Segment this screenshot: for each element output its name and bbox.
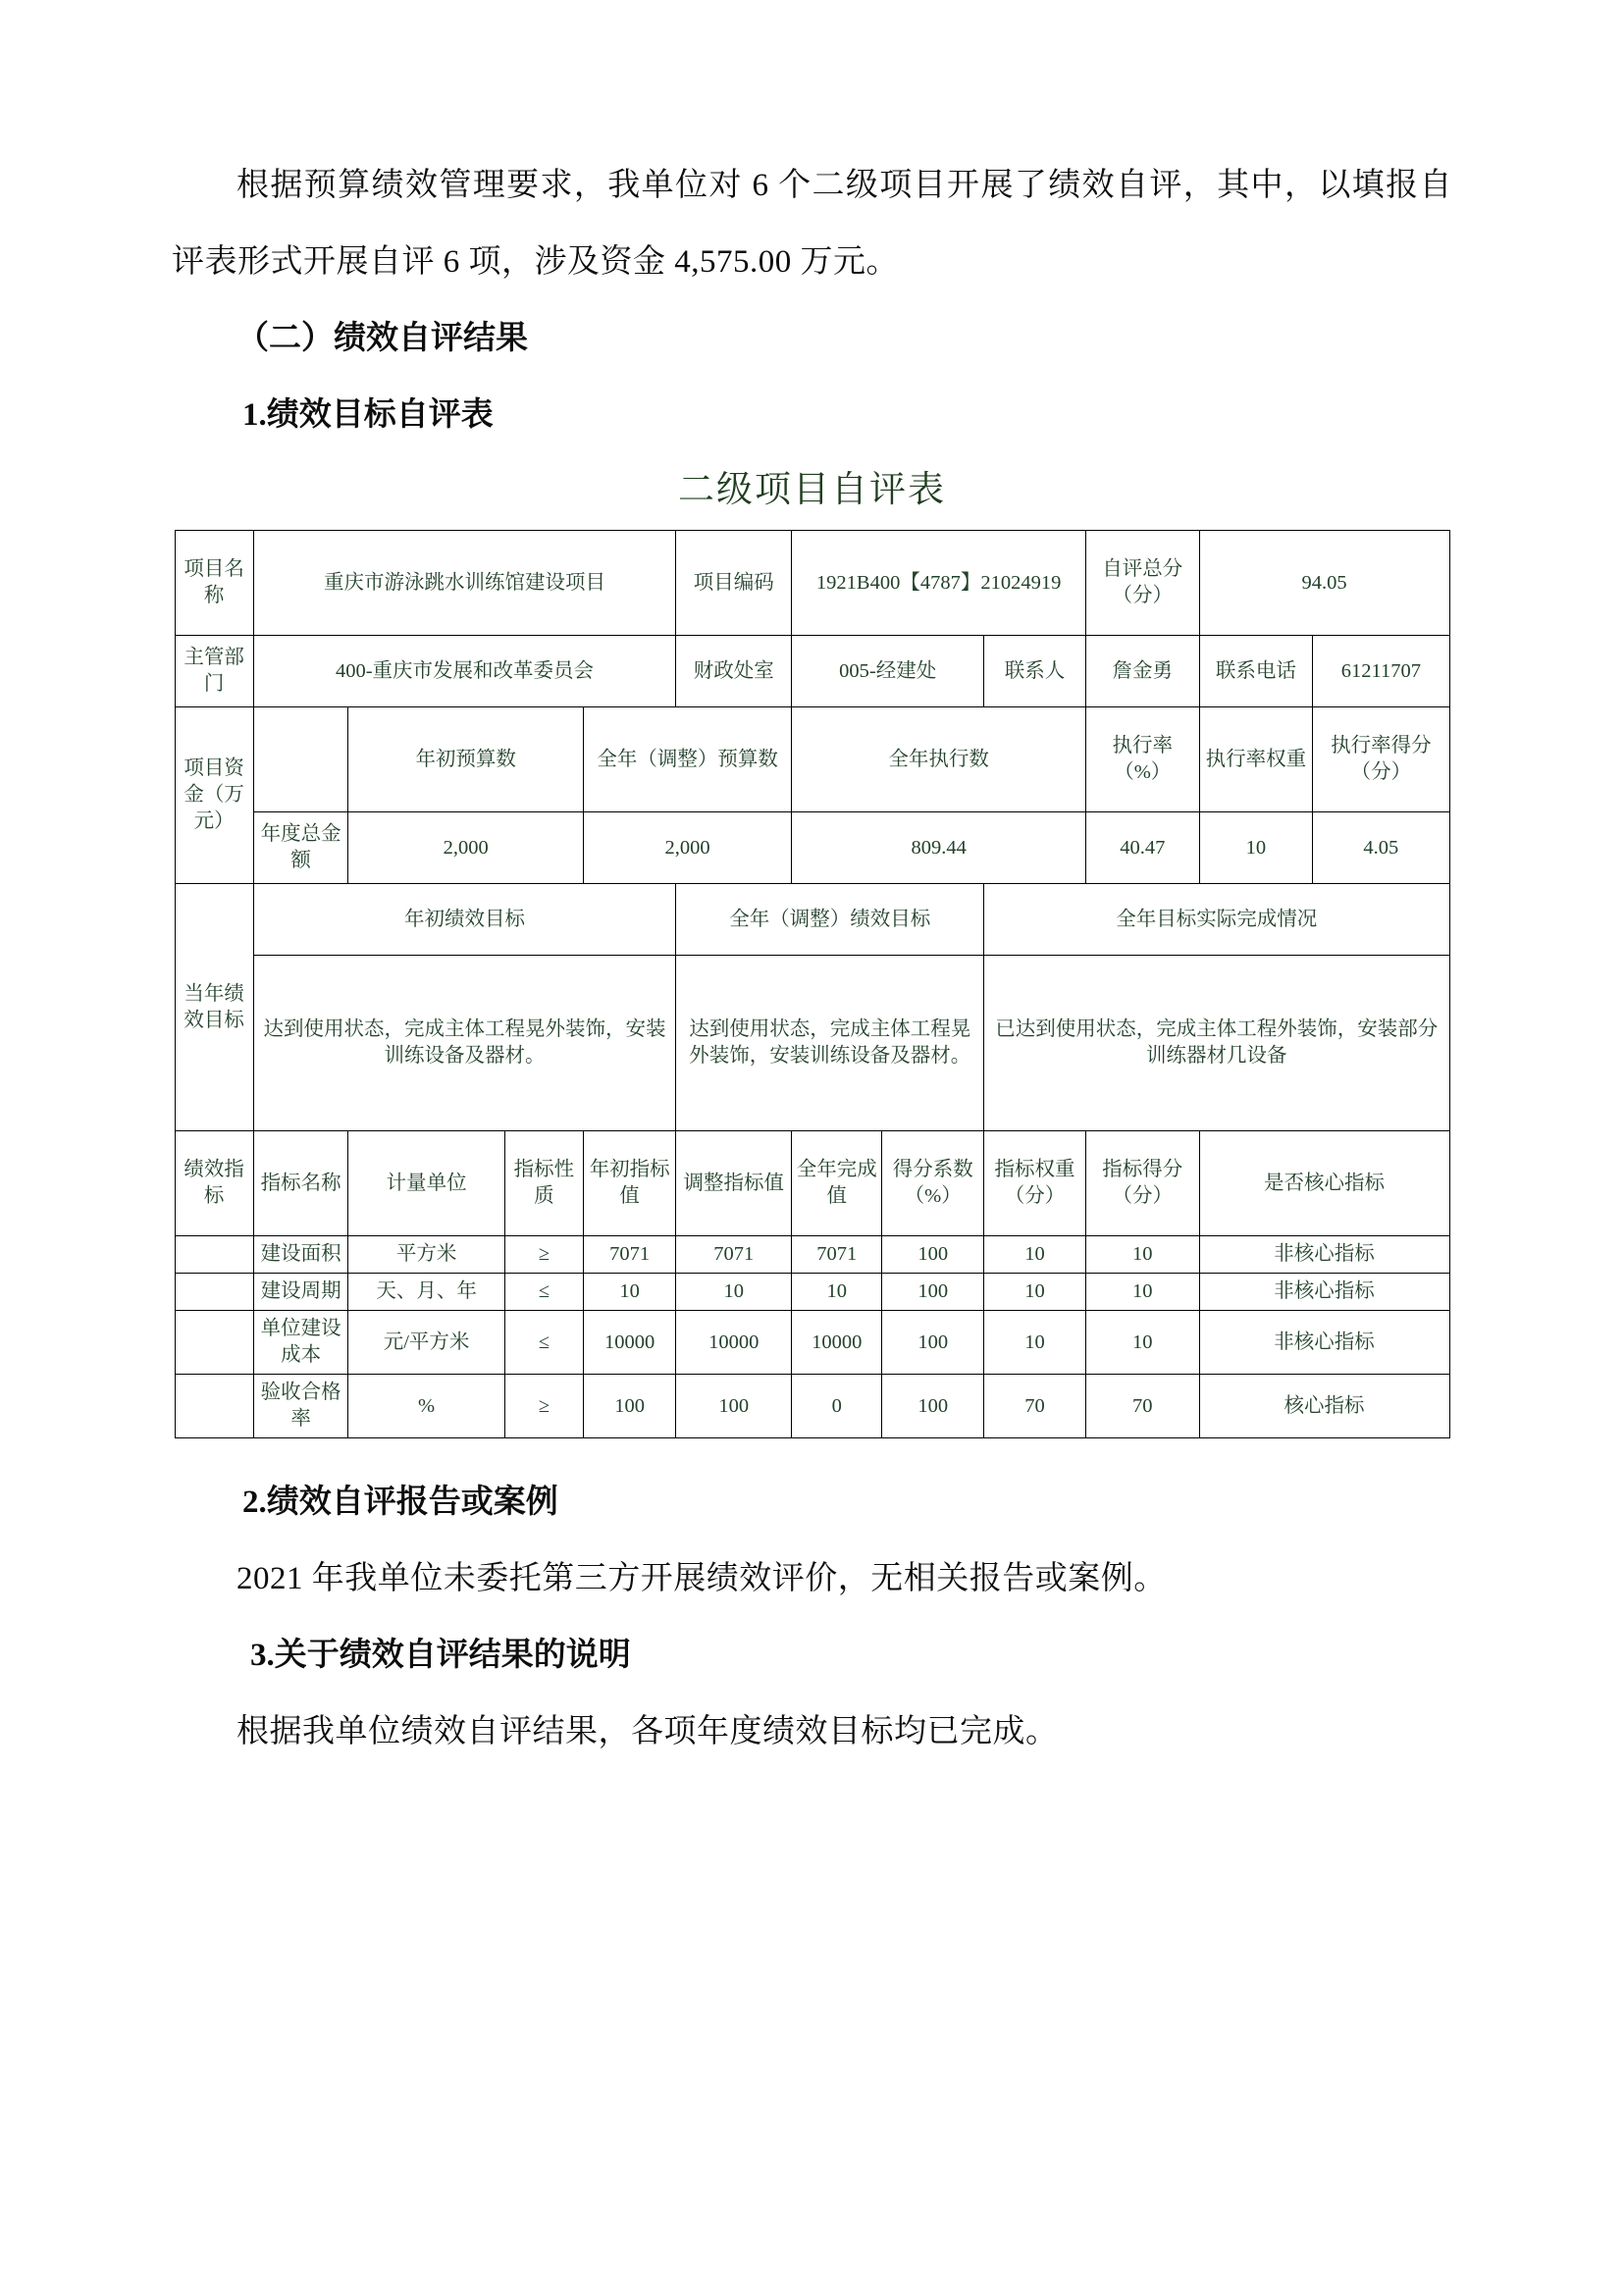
subheading-performance-table: 1.绩效目标自评表 [242,397,494,433]
cell-indicator-unit: % [348,1375,504,1438]
cell-indicator-weight: 10 [984,1311,1086,1375]
cell-indicator-initial: 7071 [583,1236,675,1274]
table-row-funds-header [175,707,1449,812]
cell-indicator-core: 核心指标 [1199,1375,1449,1438]
cell-indicator-name: 验收合格率 [253,1375,348,1438]
cell-phone-value: 61211707 [1313,636,1449,707]
cell-indicator-core: 非核心指标 [1199,1311,1449,1375]
cell-indicator-adjusted: 7071 [676,1236,792,1274]
cell-indicator-group-blank [175,1274,253,1311]
table-row-indicator [175,1311,1449,1375]
cell-label-contact: 联系人 [984,636,1086,707]
cell-goals-header-adjusted: 全年（调整）绩效目标 [676,884,984,956]
cell-funds-row-label: 年度总金额 [253,812,348,884]
section-heading: （二）绩效自评结果 [236,321,528,356]
cell-indicator-weight: 10 [984,1236,1086,1274]
cell-indicator-weight: 70 [984,1375,1086,1438]
table-row-department [175,636,1449,707]
table-row-funds-values [175,812,1449,884]
cell-indicator-score: 70 [1085,1375,1199,1438]
cell-funds-execution-score: 4.05 [1313,812,1449,884]
cell-indicator-name: 建设面积 [253,1236,348,1274]
cell-indicator-header-score: 指标得分（分） [1085,1131,1199,1236]
self-evaluation-table [175,530,1450,1438]
cell-indicator-group-blank [175,1375,253,1438]
cell-indicator-header-weight: 指标权重（分） [984,1131,1086,1236]
cell-label-total-score: 自评总分（分） [1085,531,1199,636]
cell-funds-adjusted-budget: 2,000 [583,812,791,884]
cell-indicator-initial: 10000 [583,1311,675,1375]
cell-funds-header-execution-weight: 执行率权重 [1199,707,1313,812]
cell-label-indicators: 绩效指标 [175,1131,253,1236]
cell-funds-header-empty [253,707,348,812]
cell-indicator-unit: 平方米 [348,1236,504,1274]
cell-indicator-name: 单位建设成本 [253,1311,348,1375]
cell-indicator-unit: 元/平方米 [348,1311,504,1375]
cell-indicator-group-blank [175,1236,253,1274]
subheading-result-explanation: 3.关于绩效自评结果的说明 [250,1638,631,1673]
cell-project-code: 1921B400【4787】21024919 [792,531,1086,636]
cell-funds-header-adjusted-budget: 全年（调整）预算数 [583,707,791,812]
cell-funds-initial-budget: 2,000 [348,812,583,884]
cell-department-value: 400-重庆市发展和改革委员会 [253,636,676,707]
cell-label-project-name: 项目名称 [175,531,253,636]
cell-indicator-header-core: 是否核心指标 [1199,1131,1449,1236]
table-row-indicator [175,1236,1449,1274]
cell-indicator-unit: 天、月、年 [348,1274,504,1311]
subheading-self-eval-report: 2.绩效自评报告或案例 [242,1485,558,1520]
table-row-indicator [175,1274,1449,1311]
cell-funds-execution-weight: 10 [1199,812,1313,884]
paragraph-result-explanation: 根据我单位绩效自评结果，各项年度绩效目标均已完成。 [236,1714,1059,1749]
cell-indicator-header-adjusted: 调整指标值 [676,1131,792,1236]
cell-indicator-name: 建设周期 [253,1274,348,1311]
cell-indicator-actual: 7071 [792,1236,882,1274]
table-title: 二级项目自评表 [678,470,946,510]
cell-indicator-header-actual: 全年完成值 [792,1131,882,1236]
cell-goals-header-actual: 全年目标实际完成情况 [984,884,1449,956]
cell-indicator-coefficient: 100 [882,1311,984,1375]
table-row-goals-values [175,956,1449,1131]
cell-goals-header-initial: 年初绩效目标 [253,884,676,956]
cell-label-finance-office: 财政处室 [676,636,792,707]
cell-indicator-adjusted: 10 [676,1274,792,1311]
cell-label-annual-goals: 当年绩效目标 [175,884,253,1131]
table-row-project [175,531,1449,636]
cell-label-phone: 联系电话 [1199,636,1313,707]
cell-label-project-code: 项目编码 [676,531,792,636]
cell-label-department: 主管部门 [175,636,253,707]
cell-funds-header-execution-score: 执行率得分（分） [1313,707,1449,812]
cell-indicator-header-name: 指标名称 [253,1131,348,1236]
cell-indicator-actual: 10 [792,1274,882,1311]
cell-indicator-score: 10 [1085,1311,1199,1375]
cell-indicator-score: 10 [1085,1236,1199,1274]
cell-indicator-header-coefficient: 得分系数（%） [882,1131,984,1236]
table-row-indicator-header [175,1131,1449,1236]
cell-indicator-actual: 0 [792,1375,882,1438]
cell-indicator-weight: 10 [984,1274,1086,1311]
cell-indicator-initial: 100 [583,1375,675,1438]
paragraph-self-eval-report: 2021 年我单位未委托第三方开展绩效评价，无相关报告或案例。 [236,1561,1167,1596]
cell-goals-adjusted: 达到使用状态，完成主体工程晃外装饰，安装训练设备及器材。 [676,956,984,1131]
cell-project-name: 重庆市游泳跳水训练馆建设项目 [253,531,676,636]
cell-indicator-coefficient: 100 [882,1236,984,1274]
cell-total-score: 94.05 [1199,531,1449,636]
cell-indicator-nature: ≥ [504,1236,583,1274]
cell-goals-initial: 达到使用状态，完成主体工程晃外装饰，安装训练设备及器材。 [253,956,676,1131]
cell-contact-name: 詹金勇 [1085,636,1199,707]
table-row-indicator [175,1375,1449,1438]
cell-indicator-core: 非核心指标 [1199,1274,1449,1311]
cell-indicator-nature: ≤ [504,1274,583,1311]
cell-indicator-adjusted: 100 [676,1375,792,1438]
intro-paragraph: 根据预算绩效管理要求，我单位对 6 个二级项目开展了绩效自评，其中，以填报自评表形式开展自评 6 项，涉及资金 4,575.00 万元。 [172,168,1452,280]
cell-indicator-group-blank [175,1311,253,1375]
cell-indicator-coefficient: 100 [882,1274,984,1311]
cell-funds-execution-rate: 40.47 [1085,812,1199,884]
cell-indicator-adjusted: 10000 [676,1311,792,1375]
table-row-goals-header [175,884,1449,956]
cell-goals-actual: 已达到使用状态，完成主体工程外装饰，安装部分训练器材几设备 [984,956,1449,1131]
cell-indicator-nature: ≤ [504,1311,583,1375]
cell-indicator-header-nature: 指标性质 [504,1131,583,1236]
cell-indicator-actual: 10000 [792,1311,882,1375]
cell-indicator-score: 10 [1085,1274,1199,1311]
cell-indicator-core: 非核心指标 [1199,1236,1449,1274]
cell-funds-header-execution-rate: 执行率（%） [1085,707,1199,812]
cell-finance-office-value: 005-经建处 [792,636,984,707]
cell-indicator-header-initial: 年初指标值 [583,1131,675,1236]
cell-label-project-funds: 项目资金（万元） [175,707,253,884]
cell-funds-header-initial-budget: 年初预算数 [348,707,583,812]
cell-funds-header-annual-execution: 全年执行数 [792,707,1086,812]
cell-indicator-initial: 10 [583,1274,675,1311]
cell-indicator-header-unit: 计量单位 [348,1131,504,1236]
cell-funds-annual-execution: 809.44 [792,812,1086,884]
cell-indicator-coefficient: 100 [882,1375,984,1438]
cell-indicator-nature: ≥ [504,1375,583,1438]
